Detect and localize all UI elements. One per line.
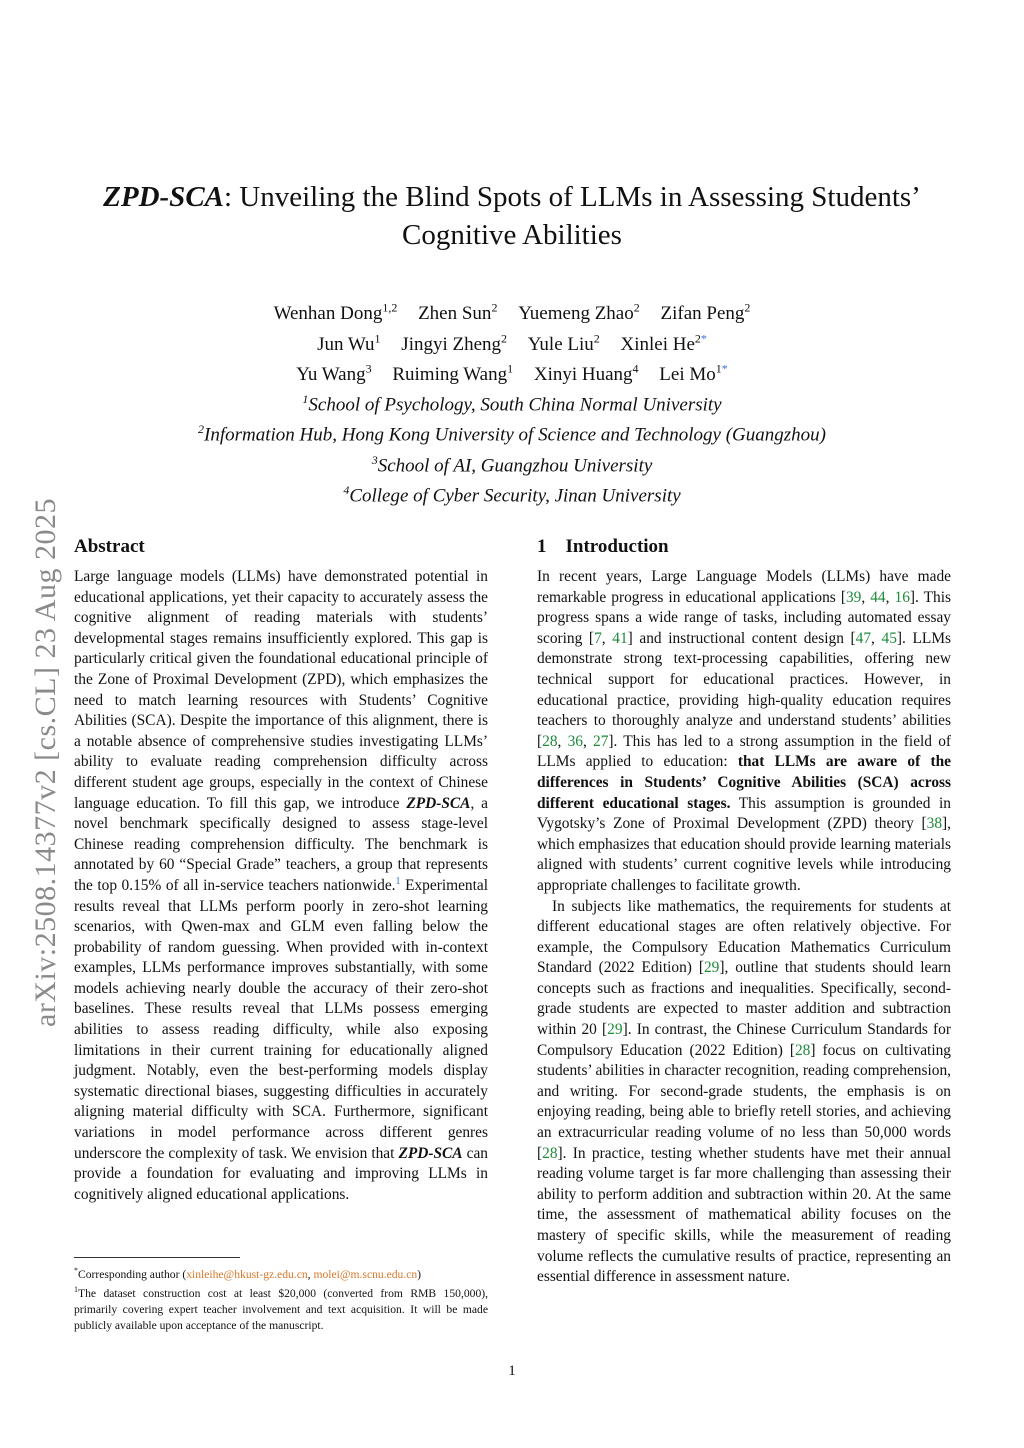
section-title: Introduction bbox=[565, 536, 669, 557]
footnote-text: ) bbox=[417, 1267, 422, 1281]
footnote-separator: , bbox=[307, 1267, 314, 1281]
author-name: Ruiming Wang bbox=[392, 363, 508, 385]
author-name: Jingyi Zheng bbox=[401, 333, 502, 355]
footnote-1 bbox=[74, 1282, 488, 1333]
footnote-corresponding bbox=[74, 1263, 488, 1282]
abstract-text: Experimental results reveal that LLMs perform poorly in zero-shot learning scenarios, with Qwen-max and GLM even falling below the probability of random guessing. When provided with in-context examples, LLMs performance improves substantially, with some models achieving nearly double the accuracy of their zero-shot baselines. These results reveal that LLMs possess emerging abilities to assess reading difficulty, while also exposing limitations in their current training for educationally aligned judgment. Notably, even the best-performing models display systematic directional biases, suggesting difficulties in accurately aligning material difficulty with SCA. Furthermore, significant variations in model performance across different genres underscore the complexity of task. We envision that bbox=[74, 876, 488, 1162]
author-name: Xinyi Huang bbox=[533, 363, 633, 385]
email-link[interactable]: molei@m.scnu.edu.cn bbox=[313, 1267, 418, 1281]
author bbox=[274, 303, 398, 324]
author-affiliation-mark: 1 bbox=[374, 331, 381, 346]
paper-title bbox=[80, 178, 944, 254]
abstract-text: Large language models (LLMs) have demonstrated potential in educational applications, yet their capacity to accurately assess the cognitive alignment of reading materials with students’ developmental stages remains insufficiently explored. This gap is particularly critical given the foundational educational principle of the Zone of Proximal Development (ZPD), which emphasizes the need to match learning resources with Students’ Cognitive Abilities (SCA). Despite the importance of this alignment, there is a notable absence of comprehensive studies investigating LLMs’ ability to evaluate reading comprehension difficulty across different student age groups, especially in the context of Chinese language education. To fill this gap, we introduce bbox=[74, 568, 488, 812]
citation-link[interactable]: 28 bbox=[542, 1144, 558, 1162]
footnote-divider bbox=[74, 1257, 240, 1258]
affiliation-text: School of Psychology, South China Normal University bbox=[308, 394, 722, 416]
title-acronym: ZPD-SCA bbox=[103, 181, 224, 213]
author bbox=[418, 303, 497, 324]
citation-link[interactable]: 27 bbox=[593, 732, 609, 750]
abstract-column bbox=[74, 535, 488, 1205]
citation-link[interactable]: 44 bbox=[870, 588, 886, 606]
author bbox=[620, 331, 707, 355]
author-name: Yu Wang bbox=[296, 363, 366, 385]
citation-link[interactable]: 47 bbox=[855, 629, 872, 647]
author-block bbox=[80, 296, 944, 508]
author bbox=[401, 331, 508, 355]
citation-link[interactable]: 7 bbox=[594, 629, 602, 647]
section-number: 1 bbox=[537, 536, 547, 557]
citation-link[interactable]: 38 bbox=[926, 815, 943, 833]
emphasized-text: that LLMs are aware of the differences in Students’ Cognitive Abilities (SCA) across different educational stages. bbox=[537, 753, 951, 812]
body-text: ] and instructional content design [ bbox=[627, 629, 856, 647]
author-affiliation-mark: 2 bbox=[633, 301, 640, 315]
abstract-heading: Abstract bbox=[74, 536, 145, 557]
affiliation bbox=[80, 387, 944, 417]
citation-link[interactable]: 36 bbox=[567, 732, 583, 750]
affiliation bbox=[80, 417, 944, 447]
title-block bbox=[80, 178, 944, 254]
body-text: ], which emphasizes that education should provide learning materials aligned with students’ current cognitive levels while introducing appropriate challenges to facilitate growth. bbox=[537, 815, 951, 894]
benchmark-name: ZPD-SCA bbox=[398, 1144, 463, 1162]
author bbox=[527, 331, 600, 355]
author bbox=[661, 303, 751, 324]
citation-link[interactable]: 39 bbox=[845, 588, 862, 606]
body-text: ]. LLMs demonstrate strong text-processing capabilities, offering new technical support for educational practices. However, in educational practice, providing high-quality education requires teachers to thoroughly analyze and understand students’ abilities [ bbox=[537, 629, 951, 750]
author bbox=[392, 361, 514, 385]
author-affiliation-mark: 4 bbox=[632, 361, 639, 376]
citation-link[interactable]: 29 bbox=[607, 1021, 623, 1039]
citation-link[interactable]: 29 bbox=[703, 959, 720, 977]
author-name: Zifan Peng bbox=[660, 303, 745, 325]
author-affiliation-mark: 2 bbox=[491, 301, 498, 315]
body-text: ]. This progress spans a wide range of tasks, including automated essay scoring [ bbox=[537, 588, 951, 647]
citation-link[interactable]: 28 bbox=[542, 732, 558, 750]
email-link[interactable]: xinleihe@hkust-gz.edu.cn bbox=[186, 1267, 308, 1281]
affiliation-text: School of AI, Guangzhou University bbox=[377, 454, 653, 476]
citation-link[interactable]: 45 bbox=[881, 629, 897, 647]
author-affiliation-mark bbox=[695, 331, 707, 345]
author-affiliation-mark: 1,2 bbox=[382, 301, 398, 315]
corresponding-author-star-link[interactable]: * bbox=[721, 361, 728, 376]
benchmark-name: ZPD-SCA bbox=[406, 794, 471, 812]
abstract-paragraph bbox=[74, 567, 488, 1205]
title-text-line1: : Unveiling the Blind Spots of LLMs in Assessing Students’ bbox=[224, 181, 921, 213]
author-line-1 bbox=[80, 296, 944, 326]
author bbox=[518, 303, 640, 324]
body-text: In subjects like mathematics, the requirements for students at different educational stages are often relatively objective. For example, the Compulsory Education Mathematics Curriculum Standard (2022 Edition) [ bbox=[537, 897, 951, 977]
author-affiliation-mark bbox=[716, 362, 728, 376]
citation-link[interactable]: 41 bbox=[612, 629, 628, 647]
author bbox=[296, 361, 372, 385]
footnote-text: The dataset construction cost at least $20,000 (converted from RMB 150,000), primarily covering expert teacher involvement and text acquisition. It will be made publicly available upon acceptance of the manuscript. bbox=[74, 1287, 488, 1332]
section-heading bbox=[537, 535, 951, 559]
affiliation bbox=[80, 448, 944, 478]
citation-link[interactable]: 16 bbox=[894, 588, 910, 606]
page-number: 1 bbox=[508, 1363, 516, 1379]
body-text: ], outline that students should learn concepts such as fractions and inequalities. Specifically, second-grade students are expected to master addition and subtraction within 20 [ bbox=[537, 959, 951, 1039]
author-name: Xinlei He bbox=[620, 333, 695, 355]
citation-link[interactable]: 28 bbox=[794, 1041, 811, 1059]
affiliation-mark: 2 bbox=[198, 422, 204, 437]
footnote-mark: 1 bbox=[74, 1285, 78, 1295]
author-affiliation-mark: 1 bbox=[507, 361, 514, 376]
author bbox=[533, 361, 639, 385]
author-affiliation-mark: 2 bbox=[593, 331, 600, 346]
body-text: ]. In practice, testing whether students have met their annual reading volume target is far more challenging than assessing their ability to perform addition and subtraction within 20. At the same time, the assessment of mathematical ability focuses on the mastery of specific skills, while the measurement of reading volume reflects the cumulative results of practice, representing an essential difference in assessment nature. bbox=[537, 1144, 951, 1286]
footnotes bbox=[74, 1263, 488, 1333]
body-text: ] focus on cultivating students’ abilities in character recognition, reading comprehension, and writing. For second-grade students, the emphasis is on enjoying reading, being able to briefly retell stories, and achieving an extracurricular reading volume of no less than 50,000 words [ bbox=[537, 1041, 951, 1162]
author bbox=[317, 331, 381, 355]
affiliation bbox=[80, 478, 944, 508]
corresponding-author-star-link[interactable]: * bbox=[700, 331, 707, 346]
affiliation-text: College of Cyber Security, Jinan University bbox=[349, 485, 681, 507]
footnote-link[interactable]: 1 bbox=[395, 875, 401, 887]
body-text: This assumption is grounded in Vygotsky’s Zone of Proximal Development (ZPD) theory [ bbox=[537, 794, 951, 833]
affiliation-number: 2 bbox=[694, 331, 701, 346]
intro-paragraph-1: In recent years, Large Language Models (LLMs) have made remarkable progress in educational applications [39, 44, 16]. This progress spans a wide range of tasks, including automated essay scoring [7, 41] and instructional content design [47, 45]. LLMs demonstrate strong text-processing capabilities, offering new technical support for educational practices. However, in educational practice, providing high-quality education requires teachers to thoroughly analyze and understand students’ abilities [28, 36, 27]. This has led to a strong assumption in the field of LLMs applied to education: that LLMs are aware of the differences in Students’ Cognitive Abilities (SCA) across different educational stages. This assumption is grounded in Vygotsky’s Zone of Proximal Development (ZPD) theory [38], which emphasizes that education should provide learning materials aligned with students’ current cognitive levels while introducing appropriate challenges to facilitate growth. bbox=[537, 568, 952, 894]
author-affiliation-mark: 3 bbox=[365, 361, 372, 376]
author-affiliation-mark: 2 bbox=[501, 331, 508, 346]
body-text: ]. This has led to a strong assumption in the field of LLMs applied to education: bbox=[537, 732, 952, 771]
footnote-text: Corresponding author ( bbox=[78, 1267, 187, 1281]
author-name: Jun Wu bbox=[317, 333, 375, 355]
affiliation-mark: 3 bbox=[371, 452, 378, 467]
author-line-3 bbox=[80, 357, 944, 387]
author-affiliation-mark: 2 bbox=[744, 301, 751, 315]
author-name: Wenhan Dong bbox=[273, 303, 383, 325]
abstract-text: , a novel benchmark specifically designed to assess stage-level Chinese reading comprehension difficulty. The benchmark is annotated by 60 “Special Grade” teachers, a group that represents the top 0.15% of all in-service teachers nationwide. bbox=[74, 794, 489, 894]
affiliation-text: Information Hub, Hong Kong University of Science and Technology (Guangzhou) bbox=[204, 424, 826, 446]
author-name: Zhen Sun bbox=[418, 303, 492, 325]
intro-paragraph-2 bbox=[537, 897, 951, 1288]
arxiv-identifier-stamp[interactable]: arXiv:2508.14377v2 [cs.CL] 23 Aug 2025 bbox=[29, 498, 62, 1027]
footnote-mark: * bbox=[74, 1266, 78, 1275]
body-text: In recent years, Large Language Models (LLMs) have made remarkable progress in educational applications [ bbox=[537, 568, 951, 606]
author bbox=[659, 361, 728, 385]
affiliation-number: 1 bbox=[715, 361, 722, 376]
author-name: Lei Mo bbox=[659, 363, 716, 385]
title-text-line2: Cognitive Abilities bbox=[402, 219, 622, 251]
affiliation-mark: 1 bbox=[302, 391, 309, 406]
author-line-2 bbox=[80, 326, 944, 356]
introduction-column bbox=[537, 535, 951, 1288]
author-name: Yule Liu bbox=[527, 333, 594, 355]
author-name: Yuemeng Zhao bbox=[518, 303, 634, 325]
affiliation-mark: 4 bbox=[343, 482, 350, 497]
abstract-text: can provide a foundation for evaluating and improving LLMs in cognitively aligned educational applications. bbox=[74, 1144, 488, 1203]
body-text: ]. In contrast, the Chinese Curriculum Standards for Compulsory Education (2022 Edition) [ bbox=[537, 1021, 952, 1059]
